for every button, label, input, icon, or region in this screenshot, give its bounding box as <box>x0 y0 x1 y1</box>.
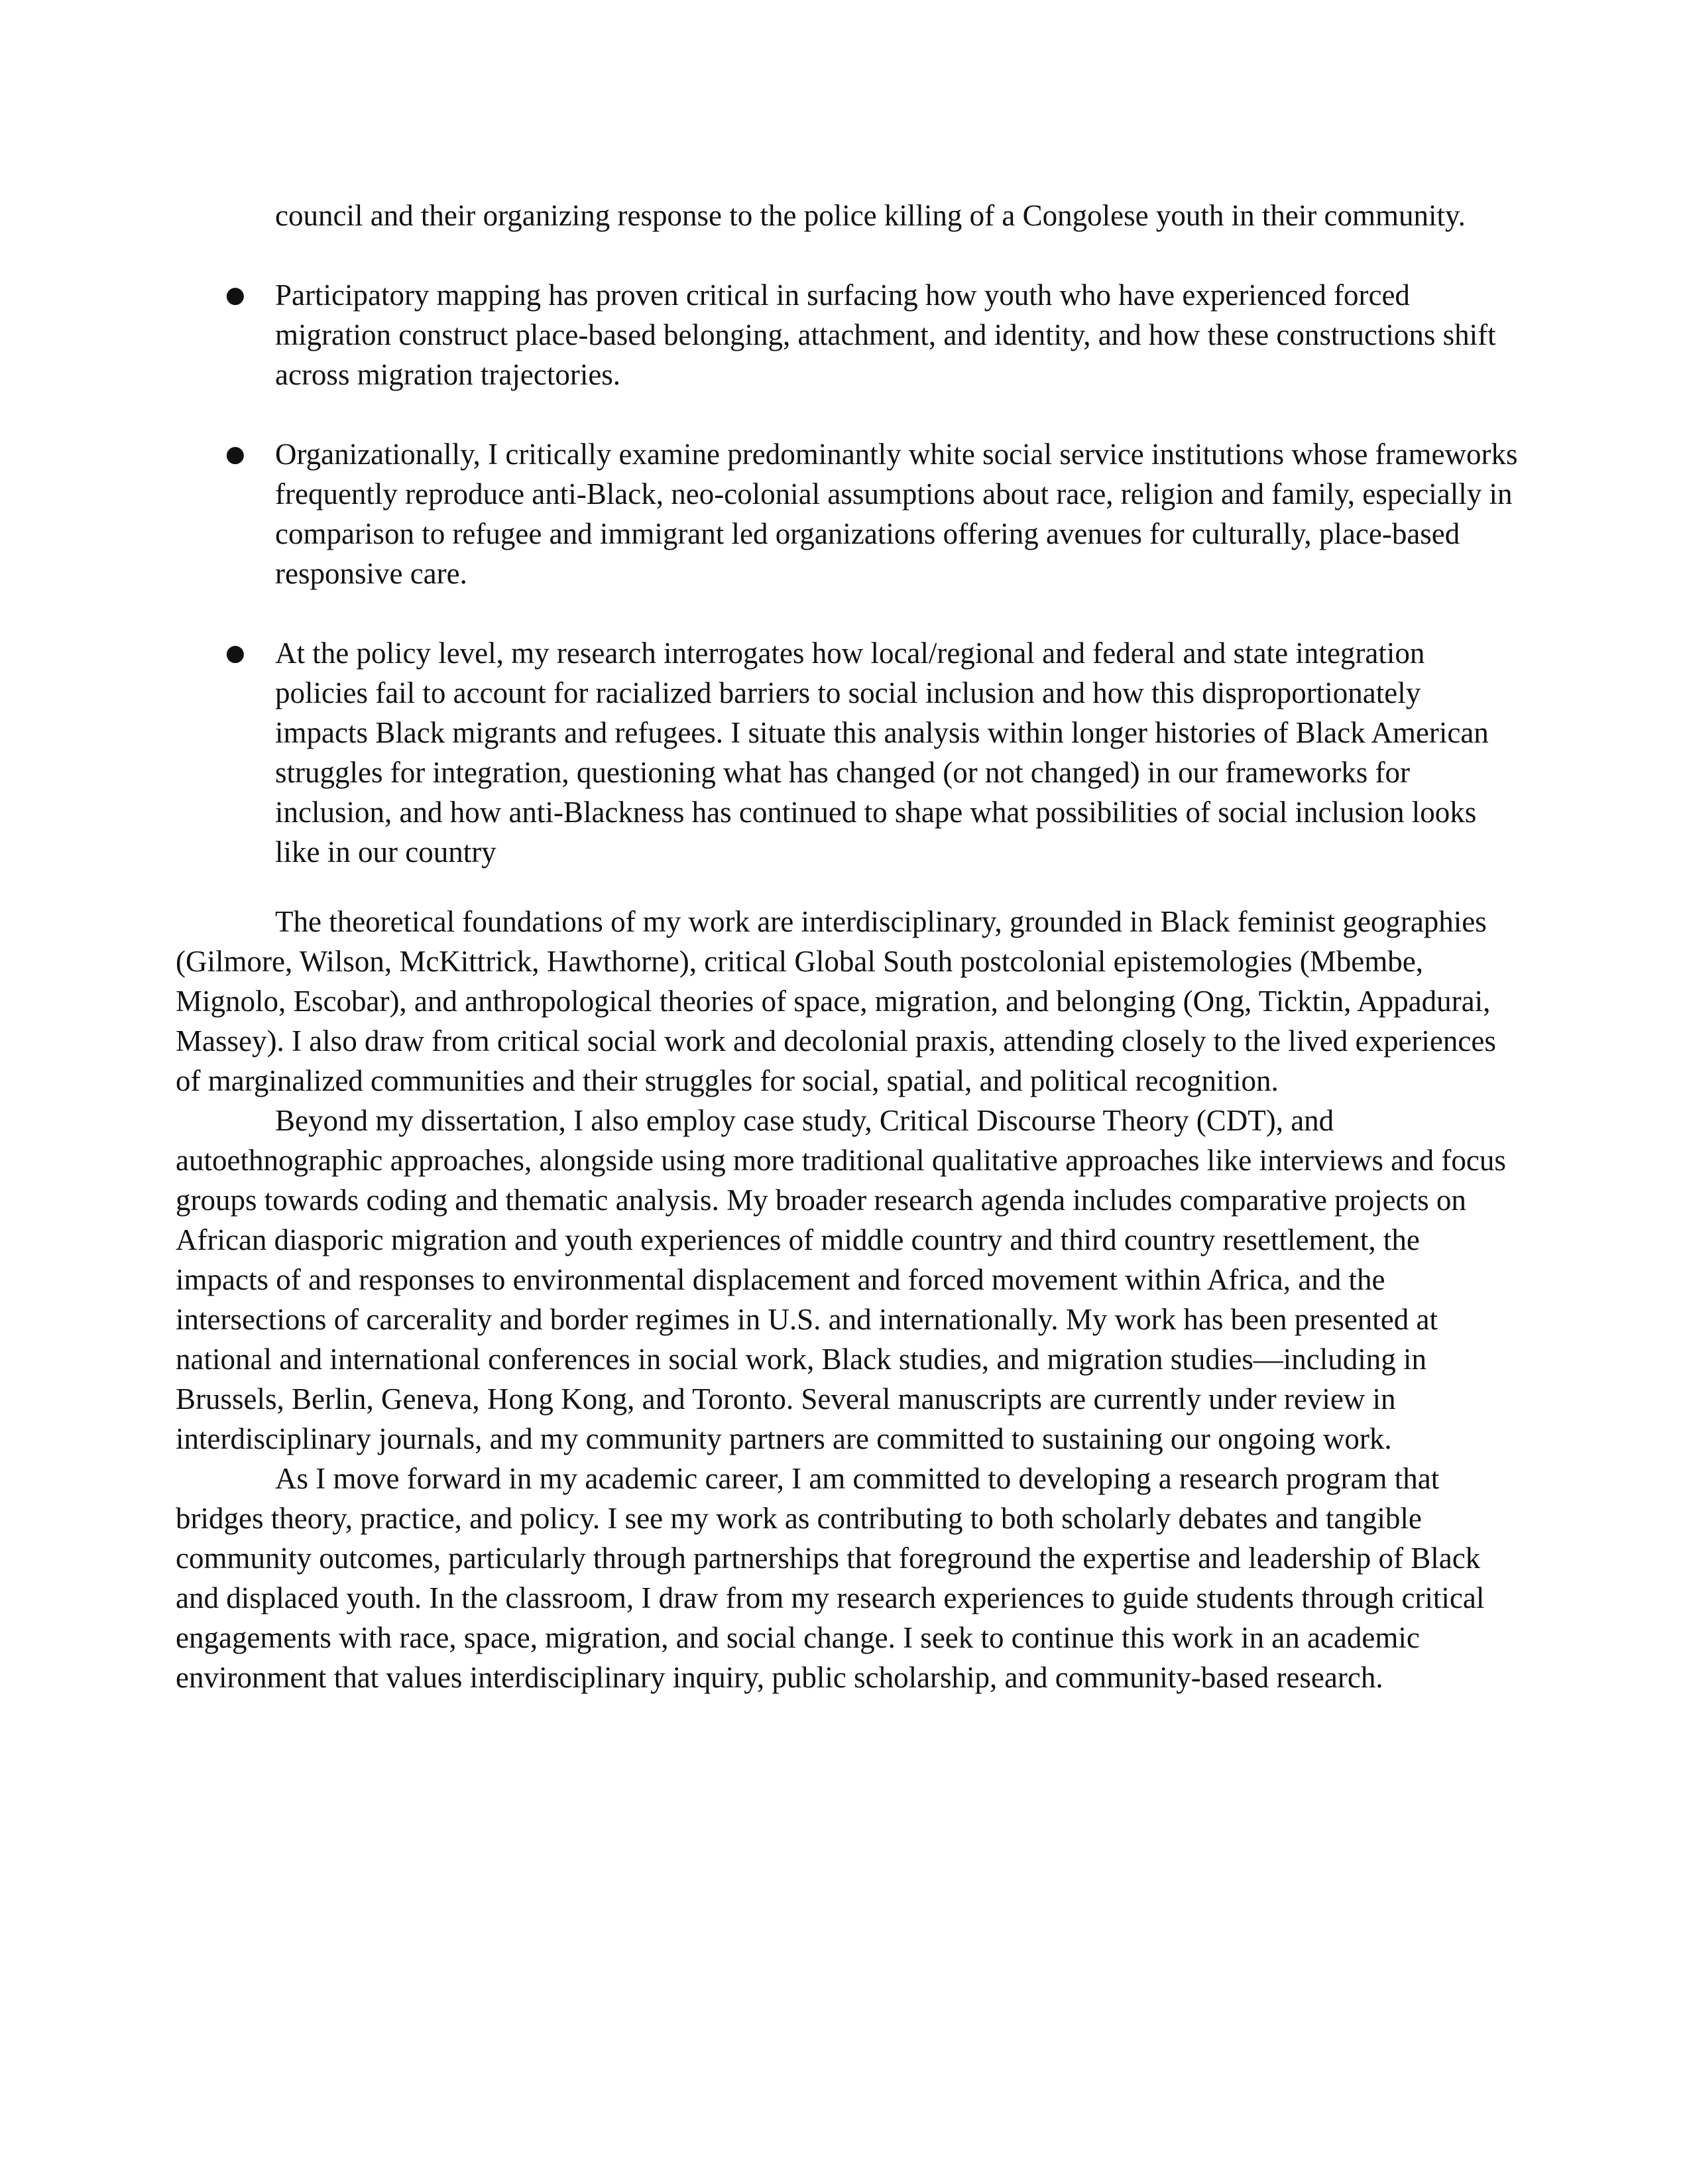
bullet-item-organizational <box>176 434 1518 593</box>
page-body <box>176 196 1518 1697</box>
continuation-line: council and their organizing response to the police killing of a Congolese youth in their community. <box>275 199 1466 232</box>
paragraph-theoretical-foundations: The theoretical foundations of my work are interdisciplinary, grounded in Black feminist geographies (Gilmore, Wilson, McKittrick, Hawthorne), critical Global South postcolonial epistemologies (Mbembe, Mignolo, Escobar), and anthropological theories of space, migration, and belonging (Ong, Ticktin, Appadurai, Massey). I also draw from critical social work and decolonial praxis, attending closely to the lived experiences of marginalized communities and their struggles for social, spatial, and political recognition. <box>176 905 1496 1097</box>
bullet-text: At the policy level, my research interrogates how local/regional and federal and state integration policies fail to account for racialized barriers to social inclusion and how this disproportionately impacts Black migrants and refugees. I situate this analysis within longer histories of Black American struggles for integration, questioning what has changed (or not changed) in our frameworks for inclusion, and how anti-Blackness has continued to shape what possibilities of social inclusion looks like in our country <box>275 637 1489 869</box>
bullet-item-policy <box>176 633 1518 872</box>
bullet-list <box>176 275 1518 872</box>
paragraph-academic-career: As I move forward in my academic career, I am committed to developing a research program that bridges theory, practice, and policy. I see my work as contributing to both scholarly debates and tangible community outcomes, particularly through partnerships that foreground the expertise and leadership of Black and displaced youth. In the classroom, I draw from my research experiences to guide students through critical engagements with race, space, migration, and social change. I seek to continue this work in an academic environment that values interdisciplinary inquiry, public scholarship, and community-based research. <box>176 1462 1485 1694</box>
bullet-text: Participatory mapping has proven critical in surfacing how youth who have experienced forced migration construct place-based belonging, attachment, and identity, and how these constructions shift across migration trajectories. <box>275 278 1496 391</box>
bullet-item-participatory-mapping <box>176 275 1518 394</box>
bullet-dot-icon: ● <box>225 282 245 308</box>
bullet-dot-icon: ● <box>225 640 245 666</box>
bullet-text: Organizationally, I critically examine predominantly white social service institutions whose frameworks frequently reproduce anti-Black, neo-colonial assumptions about race, religion and family, especially in comparison to refugee and immigrant led organizations offering avenues for culturally, place-based responsive care. <box>275 438 1518 590</box>
bullet-dot-icon: ● <box>225 441 245 467</box>
paragraph-beyond-dissertation: Beyond my dissertation, I also employ case study, Critical Discourse Theory (CDT), and autoethnographic approaches, alongside using more traditional qualitative approaches like interviews and focus groups towards coding and thematic analysis. My broader research agenda includes comparative projects on African diasporic migration and youth experiences of middle country and third country resettlement, the impacts of and responses to environmental displacement and forced movement within Africa, and the intersections of carcerality and border regimes in U.S. and internationally. My work has been presented at national and international conferences in social work, Black studies, and migration studies—including in Brussels, Berlin, Geneva, Hong Kong, and Toronto. Several manuscripts are currently under review in interdisciplinary journals, and my community partners are committed to sustaining our ongoing work. <box>176 1104 1506 1455</box>
